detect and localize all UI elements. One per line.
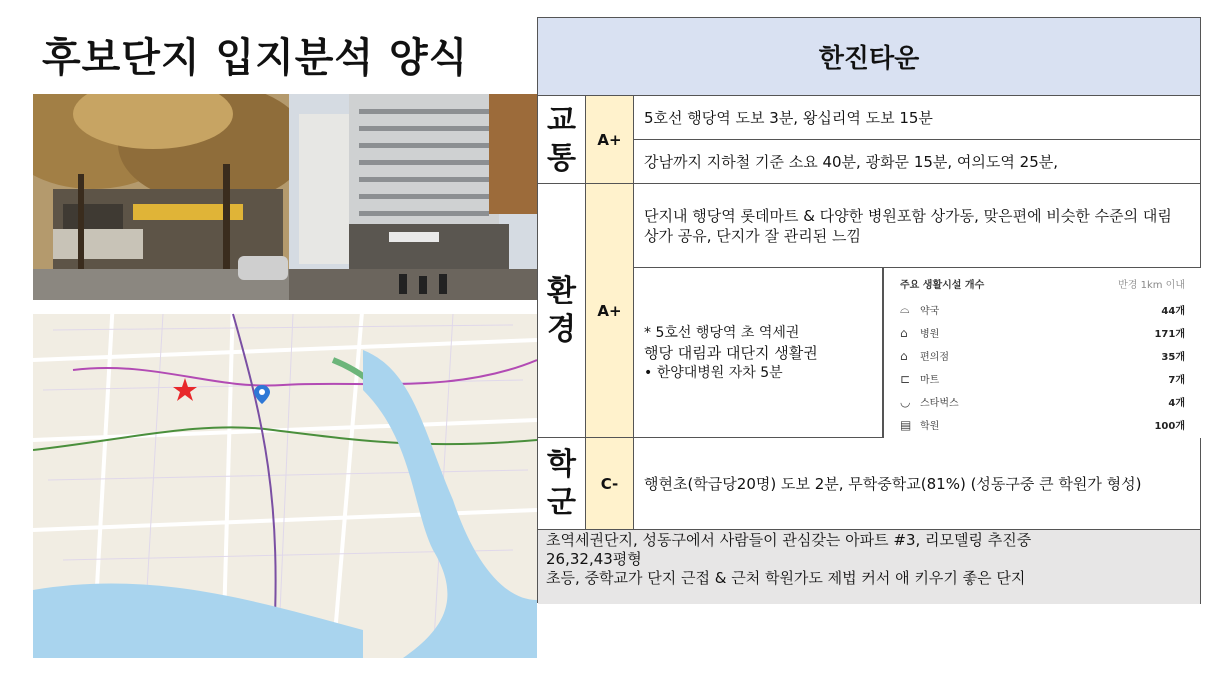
convenience-store-icon: ⌂ bbox=[900, 348, 908, 363]
pharmacy-icon: ⌓ bbox=[900, 302, 910, 316]
facility-row-mart bbox=[900, 367, 1185, 390]
grade-school: C- bbox=[586, 438, 634, 530]
hospital-icon: ⌂ bbox=[900, 325, 908, 340]
category-transport bbox=[538, 96, 586, 184]
environment-note-2: 행당 대림과 대단지 생활권 bbox=[644, 343, 818, 362]
grade-transport: A+ bbox=[586, 96, 634, 184]
transport-line-1: 5호선 행당역 도보 3분, 왕십리역 도보 15분 bbox=[634, 96, 1201, 140]
transport-line-2: 강남까지 지하철 기준 소요 40분, 광화문 15분, 여의도역 25분, bbox=[634, 140, 1201, 184]
facility-count: 35개 bbox=[1161, 352, 1185, 363]
building-photo-graphic bbox=[289, 94, 537, 300]
analysis-table bbox=[537, 17, 1201, 603]
category-environment bbox=[538, 184, 586, 438]
facility-name: 스타벅스 bbox=[920, 398, 959, 409]
facility-count: 4개 bbox=[1168, 398, 1185, 409]
environment-line-1: 단지내 행당역 롯데마트 & 다양한 병원포함 상가동, 맞은편에 비슷한 수준의 대림 상가 공유, 단지가 잘 관리된 느낌 bbox=[634, 184, 1201, 268]
academy-icon: ▤ bbox=[900, 417, 912, 432]
location-map-graphic bbox=[33, 300, 537, 658]
facility-name: 편의점 bbox=[920, 352, 949, 363]
facility-count: 7개 bbox=[1168, 375, 1185, 386]
facility-panel-title: 주요 생활시설 개수 bbox=[900, 280, 985, 291]
grade-environment: A+ bbox=[586, 184, 634, 438]
category-transport-char-2: 통 bbox=[547, 140, 576, 176]
category-environment-char-1: 환 bbox=[547, 273, 576, 309]
facility-row-pharmacy bbox=[900, 298, 1185, 321]
category-school-char-2: 군 bbox=[547, 484, 576, 520]
facility-name: 병원 bbox=[920, 329, 940, 340]
starbucks-icon: ◡ bbox=[900, 394, 911, 409]
school-line-1: 행현초(학급당20명) 도보 2분, 무학중학교(81%) (성동구중 큰 학원가 형성) bbox=[634, 438, 1201, 530]
facility-row-starbucks bbox=[900, 390, 1185, 413]
facility-count: 171개 bbox=[1154, 329, 1185, 340]
environment-note-3: • 한양대병원 자차 5분 bbox=[644, 364, 783, 381]
facility-row-hospital bbox=[900, 321, 1185, 344]
environment-notes bbox=[634, 268, 883, 438]
facility-name: 마트 bbox=[920, 375, 940, 386]
complex-name-header: 한진타운 bbox=[538, 18, 1201, 96]
category-school-char-1: 학 bbox=[547, 446, 576, 482]
page-title: 후보단지 입지분석 양식 bbox=[42, 35, 469, 81]
summary-line-2: 26,32,43평형 bbox=[546, 550, 642, 568]
summary-line-1: 초역세권단지, 성동구에서 사람들이 관심갖는 아파트 #3, 리모델링 추진중 bbox=[546, 531, 1032, 549]
facility-name: 약국 bbox=[920, 306, 940, 317]
category-school bbox=[538, 438, 586, 530]
facility-row-academy bbox=[900, 413, 1185, 436]
summary-line-3: 초등, 중학교가 단지 근접 & 근처 학원가도 제법 커서 애 키우기 좋은 단지 bbox=[546, 569, 1026, 587]
environment-note-1: * 5호선 행당역 초 역세권 bbox=[644, 324, 800, 341]
location-map[interactable] bbox=[33, 300, 537, 658]
street-photo-trees-graphic bbox=[33, 94, 289, 300]
summary-box bbox=[538, 530, 1201, 604]
facility-name: 학원 bbox=[920, 421, 940, 432]
mart-icon: ⊏ bbox=[900, 371, 911, 386]
building-photo bbox=[289, 94, 537, 300]
category-transport-char-1: 교 bbox=[547, 102, 576, 138]
category-environment-char-2: 경 bbox=[547, 311, 576, 347]
facility-count: 44개 bbox=[1161, 306, 1185, 317]
facility-panel-radius: 반경 1km 이내 bbox=[1118, 280, 1185, 291]
facility-row-convenience-store bbox=[900, 344, 1185, 367]
street-photo-trees bbox=[33, 94, 289, 300]
facility-panel bbox=[883, 268, 1201, 438]
facility-count: 100개 bbox=[1154, 421, 1185, 432]
